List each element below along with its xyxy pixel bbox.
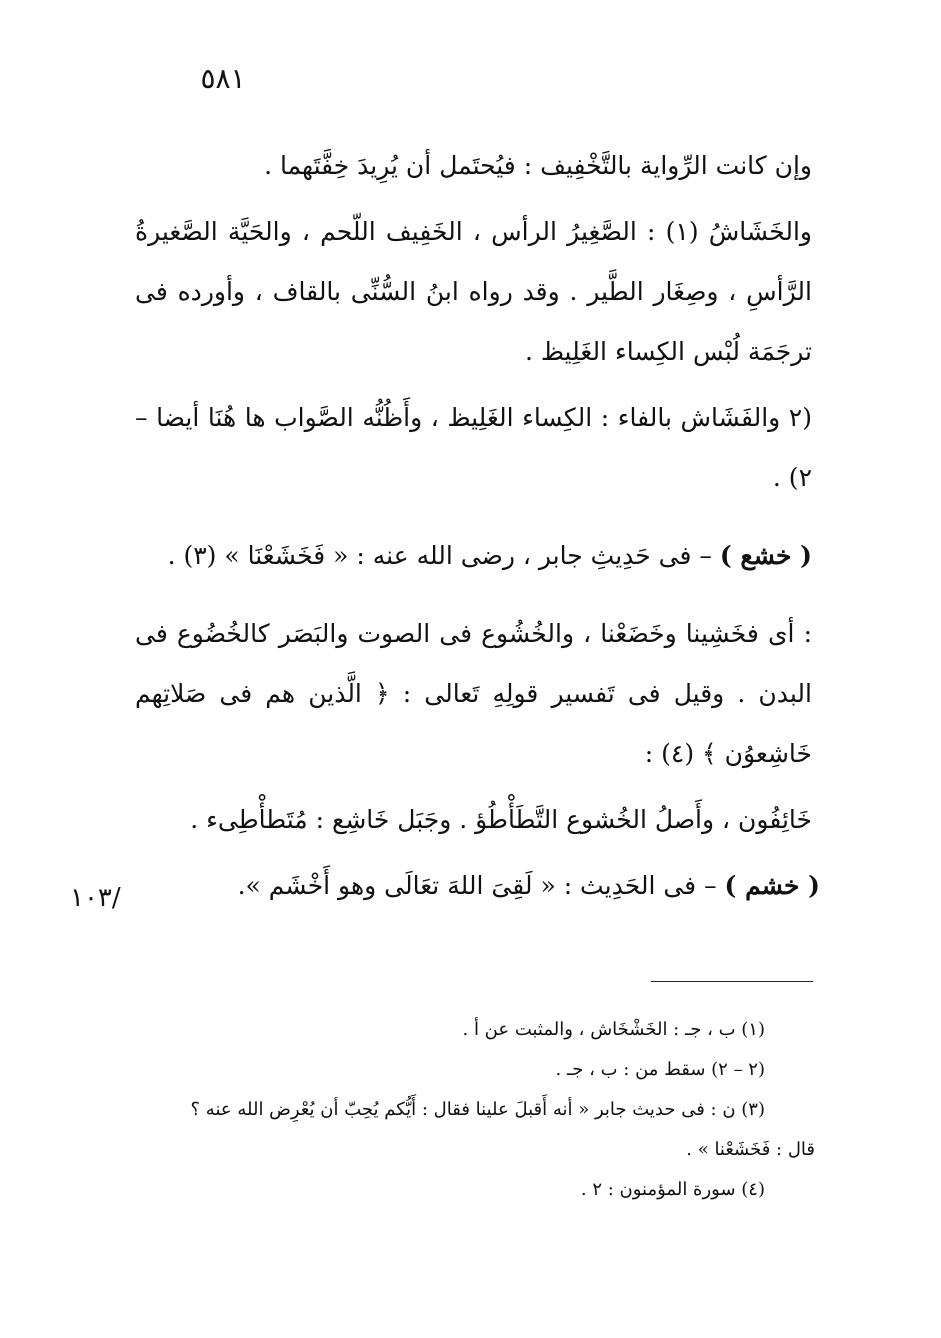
footnote-1: (١) ب ، جـ : الخَشْخَاش ، والمثبت عن أ . — [462, 1019, 765, 1040]
footnote-4: (٤) سورة المؤمنون : ٢ . — [580, 1179, 765, 1200]
footnote-divider — [651, 981, 813, 982]
entry-text-khashaa: – فى حَدِيثِ جابر ، رضى الله عنه : « فَخَشَعْنَا » (٣) . — [167, 541, 720, 570]
entry-heading-khashaa: ( خشع ) — [719, 541, 812, 570]
footnote-3: (٣) ن : فى حديث جابر « أنه أَقبلَ علينا فقال : أَيُّكم يُحِبّ أن يُعْرِض الله عنه ؟ — [190, 1099, 765, 1120]
entry-heading-khasham: ( خشم ) — [724, 871, 820, 900]
paragraph-3: (٢ والفَشَاش بالفاء : الكِساء الغَلِيظ ، وأَظُنُّه الصَّواب ها هُنَا أيضا – ٢) . — [135, 403, 812, 492]
entry-khasham — [135, 856, 820, 916]
footnotes — [135, 1010, 815, 1210]
margin-reference: ١٠٣/ — [70, 883, 121, 913]
paragraph-5: : أى فخَشِينا وخَضَعْنا ، والخُشُوع فى الصوت والبَصَر كالخُضُوع فى البدن . وقيل فى تَفسير قولِهِ تَعالى : ﴿ الَّذين هم فى صَلاتِهم خَاشِعوُن ﴾ (٤) : — [135, 619, 812, 768]
main-text — [135, 136, 820, 916]
footnote-3-continued: قال : فَخَشَعْنا » . — [686, 1139, 815, 1160]
paragraph-1: وإن كانت الرِّواية بالتَّخْفِيف : فيُحتَمل أن يُرِيدَ خِفَّتَهما . — [264, 151, 812, 180]
entry-text-khasham: – فى الحَدِيث : « لَقِىَ اللهَ تعَالَى وهو أَخْشَم ». — [237, 871, 725, 900]
paragraph-2: والخَشَاشُ (١) : الصَّغِيرُ الرأس ، الخَفِيف اللّحم ، والحَيَّة الصَّغيرةُ الرَّأسِ ، وصِغَار الطَّير . وقد رواه ابنُ السُّنِّى بالقاف ، وأورده فى ترجَمَة لُبْس الكِساء الغَلِيظ . — [135, 217, 812, 366]
page-number: ٥٨١ — [200, 62, 246, 95]
entry-khashaa — [135, 526, 820, 586]
paragraph-6: خَائِفُون ، وأَصلُ الخُشوع التَّطَأْطُؤ . وجَبَل خَاشِع : مُتَطأْطِىء . — [190, 805, 812, 834]
footnote-2: (٢ – ٢) سقط من : ب ، جـ . — [555, 1059, 765, 1080]
